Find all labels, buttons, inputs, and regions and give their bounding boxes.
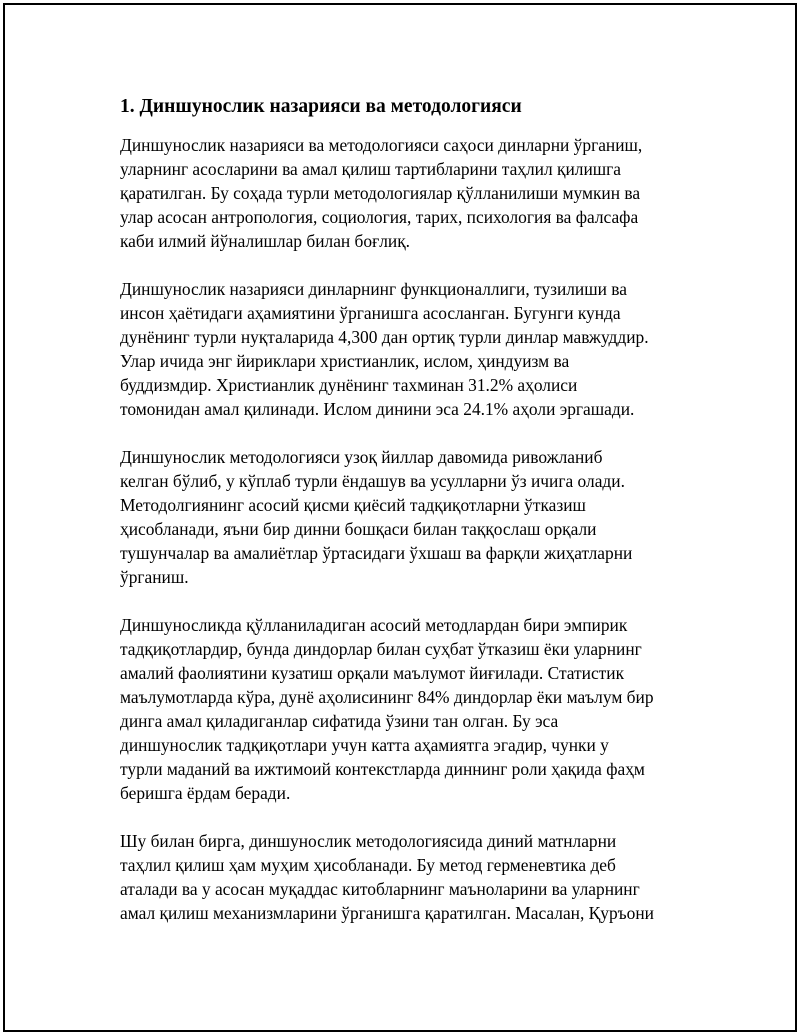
paragraph-line: тушунчалар ва амалиётлар ўртасидаги ўхшаш ва фарқли жиҳатларни [120, 543, 633, 563]
paragraph-line: дунёнинг турли нуқталарида 4,300 дан ортиқ турли динлар мавжуддир. [120, 327, 649, 347]
paragraph-5 [120, 829, 690, 925]
paragraph-line: тадқиқотлардир, бунда диндорлар билан суҳбат ўтказиш ёки уларнинг [120, 639, 642, 659]
section-heading: 1. Диншунослик назарияси ва методологияси [120, 96, 522, 117]
paragraph-line: диншунослик тадқиқотлари учун катта аҳамиятга эгадир, чунки у [120, 735, 609, 755]
paragraph-line: Диншунослик назарияси динларнинг функционаллиги, тузилиши ва [120, 279, 627, 299]
paragraph-line: амалий фаолиятини кузатиш орқали маълумот йиғилади. Статистик [120, 663, 625, 683]
paragraph-line: томонидан амал қилинади. Ислом динини эса 24.1% аҳоли эргашади. [120, 399, 635, 419]
paragraph-line: аталади ва у асосан муқаддас китобларнинг маъноларини ва уларнинг [120, 879, 640, 899]
paragraph-line: буддизмдир. Христианлик дунёнинг тахминан 31.2% аҳолиси [120, 375, 578, 395]
document-content [120, 95, 690, 949]
paragraph-line: динга амал қиладиганлар сифатида ўзини тан олган. Бу эса [120, 711, 559, 731]
paragraph-line: беришга ёрдам беради. [120, 783, 291, 803]
paragraph-1 [120, 133, 690, 253]
paragraph-line: қаратилган. Бу соҳада турли методологиялар қўлланилиши мумкин ва [120, 183, 641, 203]
paragraph-4 [120, 613, 690, 805]
paragraph-line: каби илмий йўналишлар билан боғлиқ. [120, 231, 411, 251]
paragraph-line: таҳлил қилиш ҳам муҳим ҳисобланади. Бу метод герменевтика деб [120, 855, 616, 875]
paragraph-line: Методолгиянинг асосий қисми қиёсий тадқиқотларни ўтказиш [120, 495, 586, 515]
paragraph-line: Диншунослик методологияси узоқ йиллар давомида ривожланиб [120, 447, 603, 467]
paragraph-line: улар асосан антропология, социология, тарих, психология ва фалсафа [120, 207, 639, 227]
paragraph-line: амал қилиш механизмларини ўрганишга қаратилган. Масалан, Қуръони [120, 903, 654, 923]
paragraph-3 [120, 445, 690, 589]
paragraph-line: Диншунослик назарияси ва методологияси саҳоси динларни ўрганиш, [120, 135, 643, 155]
paragraph-line: маълумотларда кўра, дунё аҳолисининг 84% диндорлар ёки маълум бир [120, 687, 654, 707]
paragraph-line: турли маданий ва ижтимоий контекстларда диннинг роли ҳақида фаҳм [120, 759, 645, 779]
paragraph-line: Улар ичида энг йириклари христианлик, ислом, ҳиндуизм ва [120, 351, 570, 371]
paragraph-line: ҳисобланади, яъни бир динни бошқаси билан таққослаш орқали [120, 519, 597, 539]
paragraph-line: Шу билан бирга, диншунослик методологиясида диний матнларни [120, 831, 617, 851]
paragraph-line: Диншуносликда қўлланиладиган асосий методлардан бири эмпирик [120, 615, 628, 635]
paragraph-2 [120, 277, 690, 421]
paragraph-line: келган бўлиб, у кўплаб турли ёндашув ва усулларни ўз ичига олади. [120, 471, 625, 491]
paragraph-line: уларнинг асосларини ва амал қилиш тартибларини таҳлил қилишга [120, 159, 621, 179]
paragraph-line: ўрганиш. [120, 567, 189, 587]
document-page [3, 3, 797, 1032]
paragraph-line: инсон ҳаётидаги аҳамиятини ўрганишга асосланган. Бугунги кунда [120, 303, 621, 323]
